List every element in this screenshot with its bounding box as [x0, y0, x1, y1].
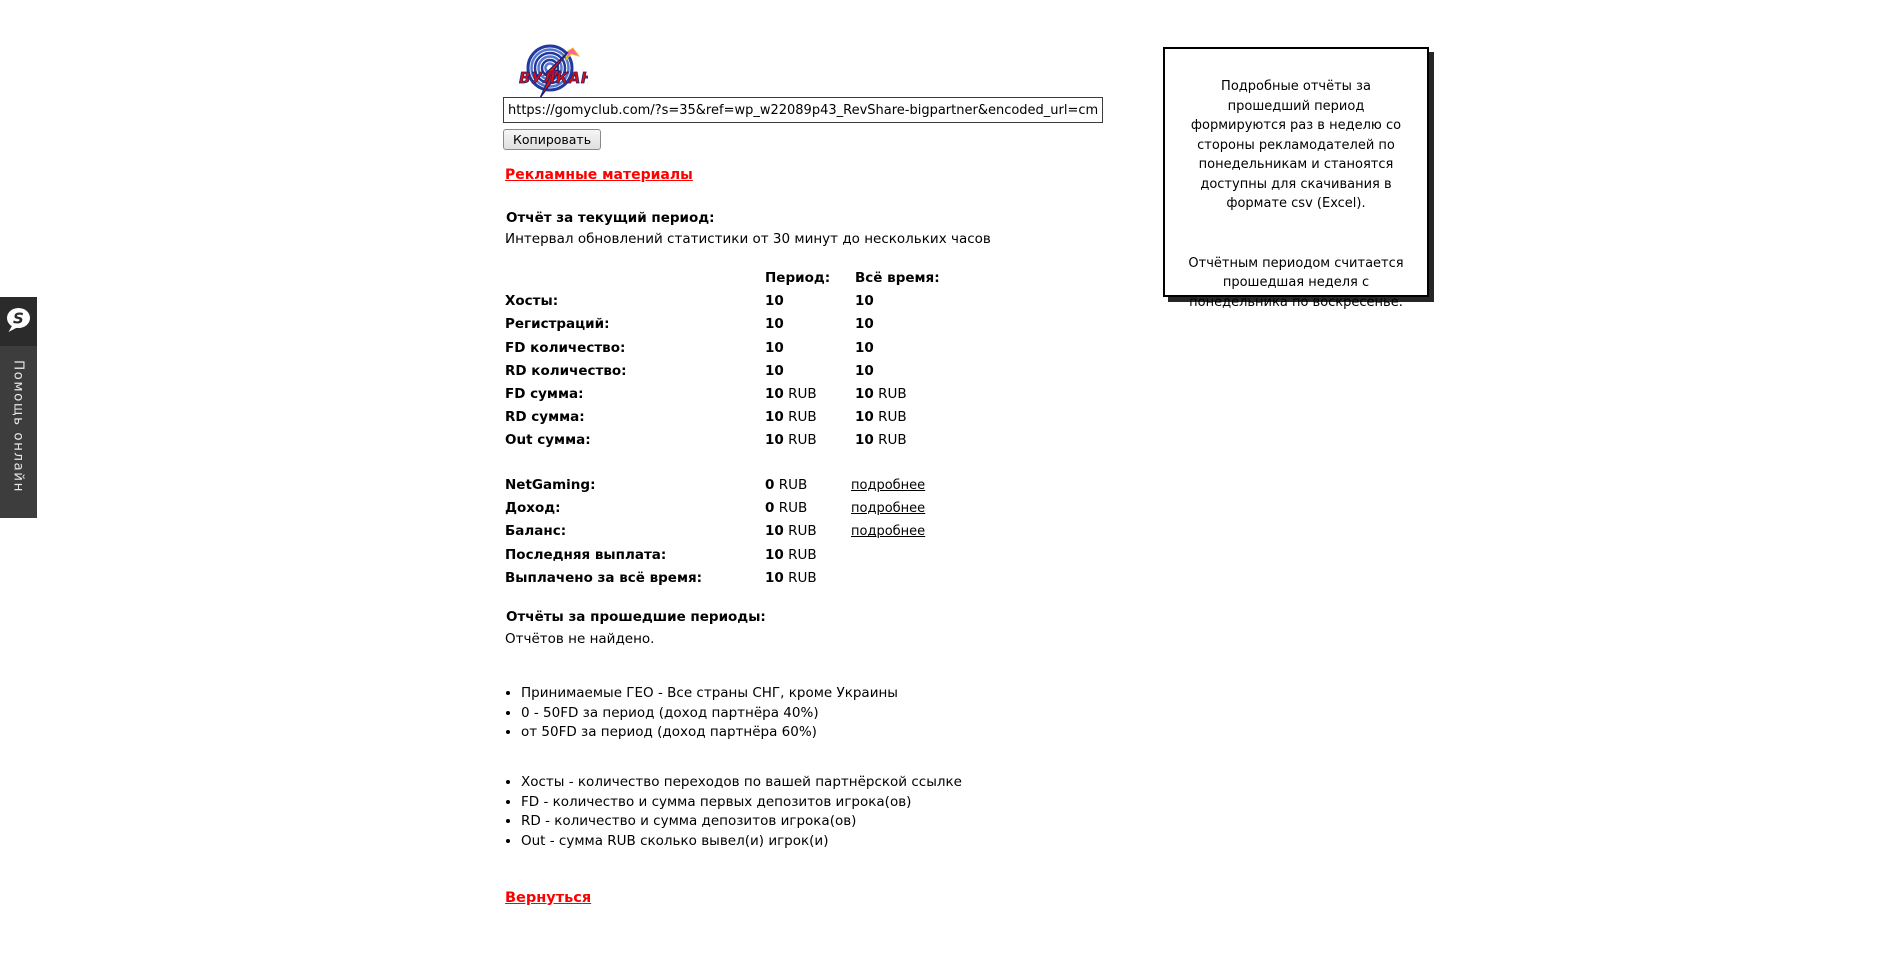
svg-text:S: S [13, 309, 24, 327]
table-cell: 10 [765, 362, 784, 379]
table-cell: 10 [855, 339, 874, 356]
table-cell: 0 RUB [765, 500, 808, 517]
table-row-label: Out сумма: [505, 432, 591, 449]
table-row-label: Баланс: [505, 523, 567, 540]
table-cell [851, 500, 971, 523]
table-cell: 10 RUB [855, 432, 907, 449]
table-row-label: Регистраций: [505, 316, 610, 333]
table-cell: 10 RUB [765, 569, 817, 586]
table-cell: 10 [765, 316, 784, 333]
list-item: • Принимаемые ГЕО - Все страны СНГ, кроме Украины [521, 684, 898, 704]
table-row-label: Хосты: [505, 293, 559, 310]
current-report-title: Отчёт за текущий период: [506, 210, 715, 226]
balance-table [505, 477, 971, 593]
glossary-list [521, 773, 962, 851]
table-cell: 10 RUB [855, 409, 907, 426]
table-cell: 10 RUB [855, 385, 907, 402]
vulkan-logo [516, 44, 588, 100]
table-cell: 10 [765, 339, 784, 356]
past-reports-empty: Отчётов не найдено. [505, 631, 655, 647]
info-box-paragraph-1: Подробные отчёты за прошедший период формируются раз в неделю со стороны рекламодателей по понедельникам и станоятся доступны для скачивания в формате csv (Excel). [1190, 79, 1402, 211]
chat-tab-label: Помощь онлайн [10, 360, 27, 493]
table-cell [851, 523, 971, 546]
stats-col-period: Период: [765, 270, 831, 286]
table-cell [851, 477, 971, 500]
details-link[interactable]: подробнее [851, 501, 926, 517]
table-row-label: NetGaming: [505, 477, 596, 493]
table-cell: 10 RUB [765, 385, 817, 402]
table-cell [851, 570, 971, 593]
table-row-label: FD сумма: [505, 385, 584, 402]
table-row-label: RD сумма: [505, 409, 585, 426]
current-report-subtitle: Интервал обновлений статистики от 30 минут до нескольких часов [505, 231, 991, 247]
table-cell: 10 [855, 362, 874, 379]
svg-text:ВУЛКАН: ВУЛКАН [519, 69, 588, 87]
lightning-icon [566, 48, 579, 60]
table-row-label: FD количество: [505, 339, 626, 356]
table-cell [851, 547, 971, 570]
list-item: • Хосты - количество переходов по вашей партнёрской ссылке [521, 773, 962, 793]
chat-tab-label-box [0, 346, 37, 518]
details-link[interactable]: подробнее [851, 524, 926, 540]
back-link[interactable]: Вернуться [505, 890, 592, 906]
chat-bubble-icon [5, 307, 32, 337]
table-cell: 10 RUB [765, 523, 817, 540]
list-item: • от 50FD за период (доход партнёра 60%) [521, 723, 898, 743]
list-item: • RD - количество и сумма депозитов игрока(ов) [521, 812, 962, 832]
reports-info-box [1163, 47, 1429, 310]
info-box-paragraph-2: Отчётным периодом считается прошедшая неделя с понедельника по воскресенье. [1188, 255, 1404, 310]
table-cell: 10 [855, 293, 874, 310]
stats-table [505, 270, 1015, 456]
list-item: • 0 - 50FD за период (доход партнёра 40%) [521, 704, 898, 724]
table-row-label: RD количество: [505, 362, 627, 379]
list-item: • FD - количество и сумма первых депозитов игрока(ов) [521, 793, 962, 813]
advertising-materials-link[interactable]: Рекламные материалы [505, 167, 693, 183]
chat-icon-box [0, 297, 37, 346]
stats-header-spacer [505, 270, 765, 293]
table-cell: 10 RUB [765, 432, 817, 449]
past-reports-title: Отчёты за прошедшие периоды: [506, 609, 766, 625]
stats-col-alltime: Всё время: [855, 270, 940, 286]
table-cell: 10 RUB [765, 409, 817, 426]
table-cell: 10 RUB [765, 546, 817, 563]
table-cell: 10 [855, 316, 874, 333]
copy-button[interactable]: Копировать [503, 129, 601, 150]
table-row-label: Доход: [505, 500, 561, 517]
table-cell: 0 RUB [765, 477, 808, 493]
list-item: • Out - сумма RUB сколько вывел(и) игрок(и) [521, 832, 962, 852]
terms-list [521, 684, 898, 743]
details-link[interactable]: подробнее [851, 478, 926, 493]
help-chat-tab[interactable] [0, 297, 37, 518]
table-cell: 10 [765, 293, 784, 310]
table-row-label: Последняя выплата: [505, 546, 667, 563]
referral-url-input[interactable] [503, 97, 1103, 123]
table-row-label: Выплачено за всё время: [505, 569, 703, 586]
